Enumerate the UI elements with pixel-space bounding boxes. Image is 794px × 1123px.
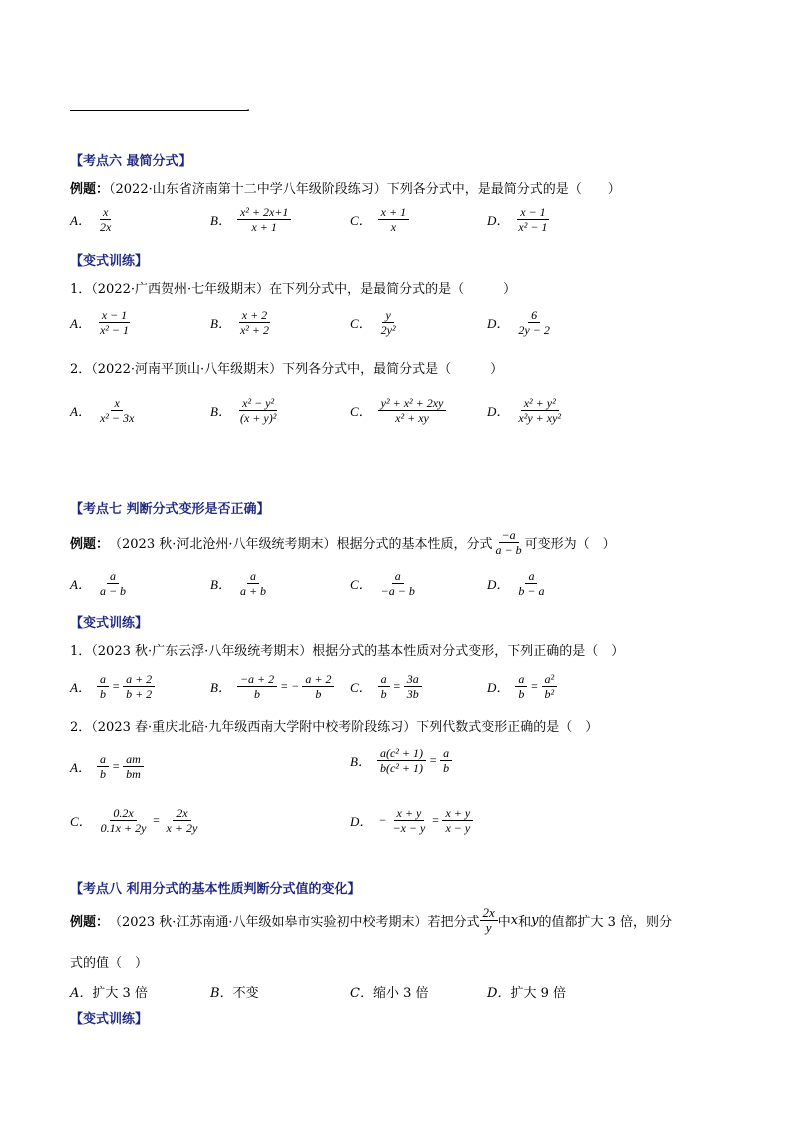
fraction-rhs bbox=[442, 806, 473, 835]
example-text-pre: （2023 秋·河北沧州·八年级统考期末）根据分式的基本性质，分式 bbox=[109, 537, 493, 552]
denominator: x − y bbox=[445, 821, 471, 835]
option-c[interactable] bbox=[350, 672, 422, 701]
option-c[interactable] bbox=[350, 982, 429, 1001]
operator: = bbox=[152, 813, 161, 827]
training-heading-8: 【变式训练】 bbox=[70, 1012, 149, 1027]
denominator: 2y² bbox=[380, 323, 396, 337]
fraction-lhs bbox=[97, 672, 109, 701]
option-letter: D． bbox=[487, 680, 510, 695]
option-letter: B． bbox=[210, 680, 231, 695]
option-letter: C． bbox=[350, 404, 372, 419]
example-label: 例题： bbox=[70, 182, 110, 197]
numerator: x bbox=[111, 396, 122, 411]
fraction-lhs bbox=[515, 672, 527, 701]
option-a[interactable] bbox=[70, 308, 132, 337]
fraction bbox=[515, 396, 564, 425]
equation bbox=[97, 672, 155, 701]
numerator: a bbox=[247, 569, 259, 584]
option-letter: D． bbox=[487, 213, 510, 228]
denominator: x² + 2 bbox=[239, 323, 269, 337]
option-letter: B． bbox=[210, 986, 233, 1001]
fraction-rhs bbox=[123, 672, 155, 701]
denominator: y bbox=[485, 920, 492, 935]
denominator: (x + y)² bbox=[239, 411, 277, 425]
variable-x: x bbox=[510, 913, 519, 928]
numerator: 3a bbox=[404, 672, 422, 687]
option-c[interactable] bbox=[350, 205, 409, 234]
numerator: a bbox=[97, 752, 109, 767]
denominator: 2x bbox=[99, 220, 112, 234]
operator: = bbox=[392, 679, 401, 693]
fraction-rhs bbox=[440, 746, 452, 775]
operator: = − bbox=[280, 679, 300, 693]
denominator: −a − b bbox=[380, 584, 415, 598]
numerator: x² − y² bbox=[239, 396, 277, 411]
option-letter: C． bbox=[70, 814, 92, 829]
denominator: x²y + xy² bbox=[518, 411, 561, 425]
example-text-mid: 中 bbox=[497, 915, 511, 930]
denominator: b + 2 bbox=[126, 687, 153, 701]
fraction bbox=[237, 205, 291, 234]
numerator: a bbox=[97, 672, 109, 687]
section-heading-7: 【考点七 判断分式变形是否正确】 bbox=[70, 502, 270, 517]
example-question-7 bbox=[70, 528, 616, 557]
option-letter: B． bbox=[350, 754, 371, 769]
fraction bbox=[97, 205, 114, 234]
option-letter: B． bbox=[210, 213, 231, 228]
fraction bbox=[237, 308, 272, 337]
numerator: x² + y² bbox=[521, 396, 559, 411]
operator: = bbox=[530, 679, 539, 693]
option-text: 扩大 3 倍 bbox=[92, 986, 148, 1001]
answer-blank-period: . bbox=[246, 100, 251, 115]
numerator: am bbox=[123, 752, 144, 767]
numerator: a + 2 bbox=[302, 672, 334, 687]
denominator: b(c² + 1) bbox=[379, 761, 423, 775]
numerator: x − 1 bbox=[99, 308, 130, 323]
option-d[interactable] bbox=[487, 982, 566, 1001]
example-text: （2022·山东省济南第十二中学八年级阶段练习）下列各分式中，是最简分式的是（ ） bbox=[109, 182, 621, 197]
example-text-pre: （2023 秋·江苏南通·八年级如皋市实验初中校考期末）若把分式 bbox=[109, 915, 480, 930]
option-a[interactable] bbox=[70, 205, 114, 234]
numerator: 6 bbox=[528, 308, 540, 323]
option-letter: D． bbox=[350, 814, 373, 829]
option-letter: A． bbox=[70, 680, 91, 695]
fraction bbox=[237, 396, 279, 425]
answer-blank-line bbox=[70, 110, 248, 111]
option-text: 不变 bbox=[232, 986, 259, 1001]
denominator: x + 1 bbox=[251, 220, 277, 234]
denominator: a + b bbox=[239, 584, 267, 598]
training-question-7-2: 2．（2023 春·重庆北碚·九年级西南大学附中校考阶段练习）下列代数式变形正确的是（ ） bbox=[70, 720, 599, 735]
numerator: x + y bbox=[394, 806, 425, 821]
fraction-lhs bbox=[237, 672, 277, 701]
fraction-lhs bbox=[97, 752, 109, 781]
option-letter: C． bbox=[350, 213, 372, 228]
numerator: a² bbox=[542, 672, 558, 687]
denominator: x bbox=[390, 220, 397, 234]
numerator: a bbox=[378, 672, 390, 687]
fraction-rhs bbox=[542, 672, 558, 701]
option-c[interactable] bbox=[350, 396, 446, 425]
denominator: x² + xy bbox=[395, 411, 429, 425]
denominator: x + 2y bbox=[166, 821, 198, 835]
option-letter: A． bbox=[70, 760, 91, 775]
fraction bbox=[515, 569, 547, 598]
option-b[interactable] bbox=[210, 672, 334, 701]
fraction bbox=[493, 528, 525, 557]
fraction-rhs bbox=[123, 752, 144, 781]
numerator: x + 1 bbox=[378, 205, 409, 220]
denominator: 2y − 2 bbox=[518, 323, 550, 337]
option-c[interactable] bbox=[350, 308, 399, 337]
numerator: y² + x² + 2xy bbox=[378, 396, 447, 411]
example-question-8-line2: 式的值（ ） bbox=[70, 956, 149, 971]
fraction bbox=[515, 308, 552, 337]
example-text-post: 的值都扩大 3 倍，则分 bbox=[538, 915, 673, 930]
option-letter: A． bbox=[70, 316, 91, 331]
option-text: 扩大 9 倍 bbox=[510, 986, 566, 1001]
numerator: 2x bbox=[480, 906, 498, 921]
option-text: 缩小 3 倍 bbox=[372, 986, 429, 1001]
equation bbox=[377, 746, 452, 775]
numerator: a(c² + 1) bbox=[377, 746, 426, 761]
option-a[interactable] bbox=[70, 982, 148, 1001]
numerator: x² + 2x+1 bbox=[237, 205, 291, 220]
option-letter: A． bbox=[70, 577, 91, 592]
fraction-rhs bbox=[404, 672, 422, 701]
option-a[interactable] bbox=[70, 396, 137, 425]
fraction bbox=[378, 205, 409, 234]
option-d[interactable] bbox=[487, 569, 548, 598]
fraction bbox=[97, 396, 137, 425]
option-c[interactable] bbox=[350, 569, 418, 598]
denominator: b − a bbox=[518, 584, 545, 598]
numerator: a bbox=[392, 569, 404, 584]
denominator: bm bbox=[126, 767, 141, 781]
operator: = bbox=[428, 753, 438, 767]
fraction-rhs bbox=[164, 806, 201, 835]
numerator: y bbox=[382, 308, 393, 323]
option-d[interactable] bbox=[487, 396, 564, 425]
option-b[interactable] bbox=[210, 982, 259, 1001]
option-letter: C． bbox=[350, 577, 372, 592]
training-heading-6: 【变式训练】 bbox=[70, 254, 149, 269]
denominator: x² − 1 bbox=[99, 323, 129, 337]
option-c[interactable] bbox=[70, 806, 200, 835]
numerator: x − 1 bbox=[517, 205, 548, 220]
operator: = bbox=[111, 679, 121, 693]
option-b[interactable] bbox=[210, 308, 272, 337]
denominator: b bbox=[518, 687, 525, 701]
fraction bbox=[378, 396, 447, 425]
denominator: x² − 1 bbox=[518, 220, 548, 234]
option-a[interactable] bbox=[70, 569, 129, 598]
example-text-and: 和 bbox=[518, 915, 532, 930]
training-question-7-1: 1．（2023 秋·广东云浮·八年级统考期末）根据分式的基本性质对分式变形，下列正确的是（ ） bbox=[70, 644, 625, 659]
option-d[interactable] bbox=[487, 205, 550, 234]
example-question-8 bbox=[70, 906, 672, 935]
training-question-6-2: 2．（2022·河南平顶山·八年级期末）下列各分式中，最简分式是（ ） bbox=[70, 362, 504, 377]
option-a[interactable] bbox=[70, 752, 144, 781]
numerator: 0.2x bbox=[110, 806, 136, 821]
numerator: 2x bbox=[173, 806, 190, 821]
option-letter: D． bbox=[487, 577, 510, 592]
option-letter: D． bbox=[487, 986, 511, 1001]
numerator: −a bbox=[499, 528, 519, 543]
variable-y: y bbox=[531, 913, 539, 928]
training-heading-7: 【变式训练】 bbox=[70, 616, 149, 631]
example-label: 例题： bbox=[70, 537, 110, 552]
denominator: −x − y bbox=[392, 821, 426, 835]
fraction bbox=[378, 569, 418, 598]
fraction bbox=[237, 569, 269, 598]
numerator: x + y bbox=[442, 806, 473, 821]
numerator: x + 2 bbox=[239, 308, 270, 323]
option-letter: C． bbox=[350, 316, 372, 331]
denominator: b bbox=[443, 761, 450, 775]
option-letter: B． bbox=[210, 404, 231, 419]
option-letter: A． bbox=[70, 986, 93, 1001]
option-letter: B． bbox=[210, 577, 231, 592]
operator: = bbox=[431, 813, 440, 827]
option-letter: B． bbox=[210, 316, 231, 331]
option-letter: C． bbox=[350, 986, 373, 1001]
option-b[interactable] bbox=[210, 205, 291, 234]
numerator: a + 2 bbox=[123, 672, 155, 687]
option-letter: D． bbox=[487, 404, 510, 419]
denominator: x² − 3x bbox=[99, 411, 135, 425]
denominator: 3b bbox=[406, 687, 419, 701]
section-heading-8: 【考点八 利用分式的基本性质判断分式值的变化】 bbox=[70, 882, 361, 897]
option-letter: A． bbox=[70, 213, 91, 228]
example-text-post: 可变形为（ ） bbox=[524, 537, 616, 552]
equation bbox=[98, 806, 201, 835]
fraction-lhs bbox=[390, 806, 429, 835]
denominator: b bbox=[254, 687, 261, 701]
numerator: a bbox=[440, 746, 452, 761]
equation bbox=[378, 672, 422, 701]
equation bbox=[378, 806, 473, 835]
option-b[interactable] bbox=[210, 569, 269, 598]
fraction bbox=[515, 205, 550, 234]
equation bbox=[97, 752, 144, 781]
equation bbox=[515, 672, 557, 701]
section-heading-6: 【考点六 最简分式】 bbox=[70, 154, 192, 169]
operator: = bbox=[111, 759, 121, 773]
numerator: a bbox=[107, 569, 119, 584]
option-letter: A． bbox=[70, 404, 91, 419]
fraction-rhs bbox=[302, 672, 334, 701]
example-question-6 bbox=[70, 178, 621, 197]
fraction-lhs bbox=[378, 672, 390, 701]
denominator: b bbox=[99, 767, 106, 781]
denominator: b² bbox=[544, 687, 555, 701]
training-question-6-1: 1．（2022·广西贺州·七年级期末）在下列分式中，是最简分式的是（ ） bbox=[70, 282, 517, 297]
example-label: 例题： bbox=[70, 915, 110, 930]
denominator: a − b bbox=[495, 543, 522, 557]
denominator: 0.1x + 2y bbox=[100, 821, 147, 835]
denominator: b bbox=[99, 687, 106, 701]
fraction bbox=[97, 308, 132, 337]
option-letter: D． bbox=[487, 316, 510, 331]
option-b[interactable] bbox=[350, 746, 452, 775]
fraction bbox=[480, 906, 498, 935]
fraction-lhs bbox=[377, 746, 426, 775]
sign-prefix: − bbox=[378, 813, 387, 827]
option-b[interactable] bbox=[210, 396, 279, 425]
denominator: b bbox=[380, 687, 387, 701]
fraction bbox=[378, 308, 399, 337]
numerator: a bbox=[525, 569, 537, 584]
equation bbox=[237, 672, 335, 701]
option-d[interactable] bbox=[350, 806, 473, 835]
option-d[interactable] bbox=[487, 672, 557, 701]
fraction bbox=[97, 569, 129, 598]
denominator: b bbox=[315, 687, 322, 701]
option-a[interactable] bbox=[70, 672, 155, 701]
numerator: x bbox=[100, 205, 111, 220]
fraction-lhs bbox=[98, 806, 150, 835]
option-d[interactable] bbox=[487, 308, 553, 337]
denominator: a − b bbox=[99, 584, 127, 598]
numerator: a bbox=[515, 672, 527, 687]
option-letter: C． bbox=[350, 680, 372, 695]
numerator: −a + 2 bbox=[237, 672, 277, 687]
